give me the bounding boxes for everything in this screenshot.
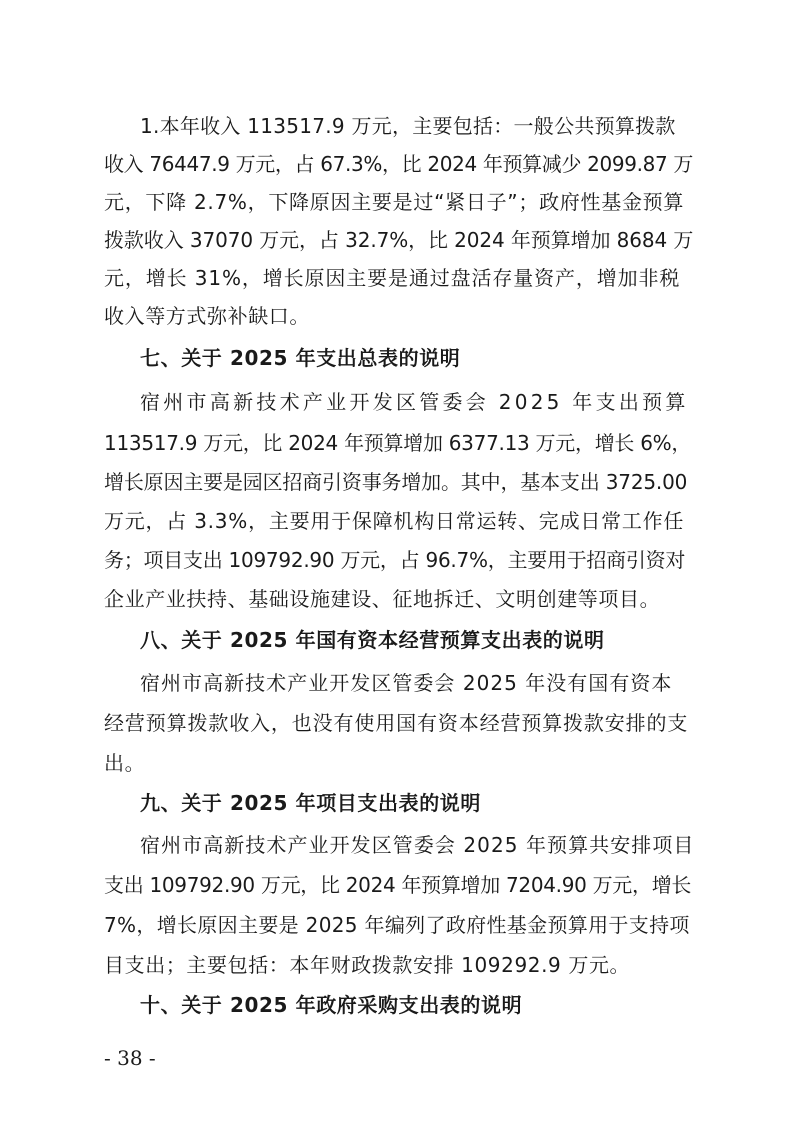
paragraph-line: 出。 [104, 751, 146, 775]
paragraph-line: 7%，增长原因主要是 2025 年编列了政府性基金预算用于支持项 [104, 913, 690, 937]
paragraph-line: 113517.9 万元，比 2024 年预算增加 6377.13 万元，增长 6%， [104, 431, 692, 455]
paragraph-line: 支出 109792.90 万元，比 2024 年预算增加 7204.90 万元，增长 [104, 873, 692, 897]
page-number: - 38 - [104, 1046, 156, 1070]
paragraph-line: 务；项目支出 109792.90 万元，占 96.7%，主要用于招商引资对 [104, 548, 686, 572]
paragraph-line: 宿州市高新技术产业开发区管委会 2025 年支出预算 [140, 390, 689, 414]
paragraph-line: 元，增长 31%，增长原因主要是通过盘活存量资产，增加非税 [104, 266, 681, 290]
section-heading: 七、关于 2025 年支出总表的说明 [140, 346, 461, 370]
paragraph-line: 宿州市高新技术产业开发区管委会 2025 年预算共安排项目 [140, 833, 695, 857]
section-heading: 十、关于 2025 年政府采购支出表的说明 [140, 993, 523, 1017]
section-heading: 八、关于 2025 年国有资本经营预算支出表的说明 [140, 628, 605, 652]
paragraph-line: 元，下降 2.7%，下降原因主要是过“紧日子”；政府性基金预算 [104, 190, 685, 214]
paragraph-line: 经营预算拨款收入，也没有使用国有资本经营预算拨款安排的支 [104, 711, 689, 735]
paragraph-line: 增长原因主要是园区招商引资事务增加。其中，基本支出 3725.00 [104, 470, 688, 494]
paragraph-line: 企业产业扶持、基础设施建设、征地拆迁、文明创建等项目。 [104, 587, 661, 611]
paragraph-line: 目支出；主要包括：本年财政拨款安排 109292.9 万元。 [104, 953, 631, 977]
paragraph-line: 万元，占 3.3%，主要用于保障机构日常运转、完成日常工作任 [104, 509, 685, 533]
paragraph-line: 收入等方式弥补缺口。 [104, 304, 310, 328]
paragraph-line: 宿州市高新技术产业开发区管委会 2025 年没有国有资本 [140, 671, 673, 695]
paragraph-line: 拨款收入 37070 万元，占 32.7%，比 2024 年预算增加 8684 万 [104, 228, 694, 252]
paragraph-line: 1.本年收入 113517.9 万元，主要包括：一般公共预算拨款 [140, 114, 676, 138]
paragraph-line: 收入 76447.9 万元，占 67.3%，比 2024 年预算减少 2099.87 万 [104, 152, 694, 176]
section-heading: 九、关于 2025 年项目支出表的说明 [140, 791, 481, 815]
